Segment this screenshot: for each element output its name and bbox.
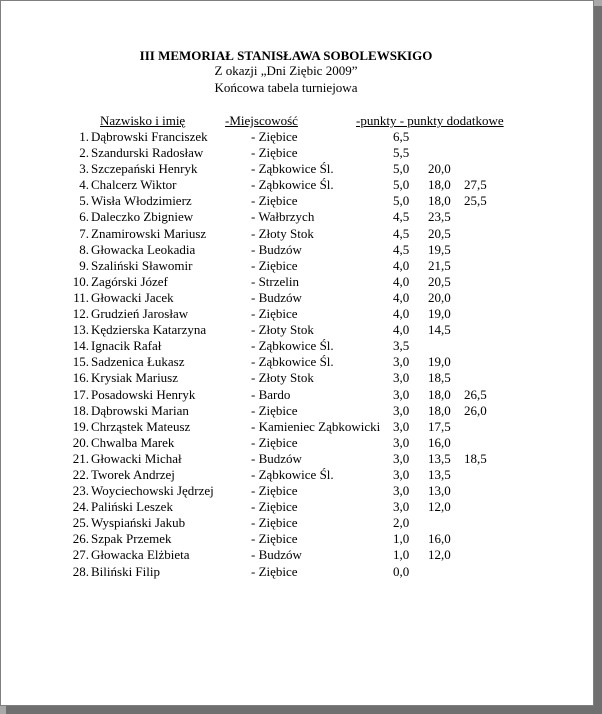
row-points: 3,0	[393, 466, 410, 482]
row-name: Biliński Filip	[91, 563, 160, 579]
row-bonus-1: 12,0	[428, 499, 451, 515]
row-number: 18.	[72, 402, 89, 418]
table-row	[1, 258, 595, 274]
row-name: Tworek Andrzej	[91, 466, 175, 482]
row-points: 1,0	[393, 531, 410, 547]
row-place: - Ziębice	[251, 402, 298, 418]
row-place: - Ząbkowice Śl.	[251, 177, 334, 193]
document-subtitle-2: Końcowa tabela turniejowa	[214, 80, 358, 95]
row-number: 12.	[72, 306, 89, 322]
row-name: Chrząstek Mateusz	[91, 418, 191, 434]
header-points: -punkty - punkty dodatkowe	[356, 113, 504, 128]
row-number: 15.	[72, 354, 89, 370]
row-name: Paliński Leszek	[91, 499, 173, 515]
row-bonus-1: 18,0	[428, 402, 451, 418]
row-number: 8.	[79, 241, 89, 257]
row-points: 4,0	[393, 257, 410, 273]
row-points: 6,5	[393, 129, 410, 144]
row-place: - Budzów	[251, 241, 302, 257]
row-name: Sadzenica Łukasz	[91, 354, 185, 370]
table-row	[1, 242, 595, 258]
row-number: 14.	[72, 338, 89, 354]
row-place: - Ziębice	[251, 531, 298, 547]
row-points: 3,0	[393, 354, 410, 370]
row-place: - Złoty Stok	[251, 370, 314, 386]
row-bonus-2: 27,5	[464, 177, 487, 193]
row-number: 21.	[72, 450, 89, 466]
table-row	[1, 290, 595, 306]
table-row	[1, 451, 595, 467]
results-table	[1, 129, 595, 580]
row-bonus-1: 13,5	[428, 450, 451, 466]
row-points: 4,0	[393, 273, 410, 289]
table-row	[1, 177, 595, 193]
row-bonus-1: 18,0	[428, 386, 451, 402]
row-points: 3,0	[393, 402, 410, 418]
row-name: Ignacik Rafał	[91, 338, 162, 354]
row-points: 3,0	[393, 418, 410, 434]
row-name: Posadowski Henryk	[91, 386, 196, 402]
row-bonus-1: 18,0	[428, 177, 451, 193]
table-row	[1, 161, 595, 177]
table-row	[1, 209, 595, 225]
row-place: - Złoty Stok	[251, 225, 314, 241]
row-place: - Ziębice	[251, 129, 298, 144]
table-row	[1, 193, 595, 209]
row-bonus-1: 20,5	[428, 225, 451, 241]
row-place: - Wałbrzych	[251, 209, 315, 225]
row-place: - Ziębice	[251, 563, 298, 579]
table-row	[1, 226, 595, 242]
table-row	[1, 547, 595, 563]
row-points: 3,0	[393, 370, 410, 386]
row-number: 22.	[72, 466, 89, 482]
row-place: - Ząbkowice Śl.	[251, 338, 334, 354]
row-name: Daleczko Zbigniew	[91, 209, 194, 225]
row-number: 5.	[79, 193, 89, 209]
row-place: - Ząbkowice Śl.	[251, 466, 334, 482]
row-points: 3,0	[393, 450, 410, 466]
row-number: 7.	[79, 225, 89, 241]
row-number: 13.	[72, 322, 89, 338]
row-points: 4,0	[393, 322, 410, 338]
row-points: 0,0	[393, 563, 410, 579]
table-row	[1, 403, 595, 419]
row-bonus-1: 13,0	[428, 483, 451, 499]
row-points: 4,5	[393, 241, 410, 257]
table-row	[1, 499, 595, 515]
row-points: 5,0	[393, 177, 410, 193]
row-bonus-1: 14,5	[428, 322, 451, 338]
table-row	[1, 306, 595, 322]
row-number: 10.	[72, 273, 89, 289]
row-number: 17.	[72, 386, 89, 402]
table-row	[1, 145, 595, 161]
table-row	[1, 354, 595, 370]
table-row	[1, 338, 595, 354]
row-place: - Ziębice	[251, 257, 298, 273]
row-bonus-1: 20,0	[428, 161, 451, 177]
row-place: - Ziębice	[251, 145, 298, 161]
row-place: - Ząbkowice Śl.	[251, 161, 334, 177]
row-name: Grudzień Jarosław	[91, 306, 189, 322]
row-name: Dąbrowski Marian	[91, 402, 189, 418]
row-number: 25.	[72, 515, 89, 531]
row-points: 4,0	[393, 306, 410, 322]
row-name: Chwalba Marek	[91, 434, 175, 450]
row-bonus-1: 23,5	[428, 209, 451, 225]
row-number: 4.	[79, 177, 89, 193]
row-place: - Ziębice	[251, 306, 298, 322]
row-number: 11.	[73, 289, 89, 305]
row-points: 3,5	[393, 338, 410, 354]
row-name: Głowacka Leokadia	[91, 241, 196, 257]
table-row	[1, 515, 595, 531]
row-number: 6.	[79, 209, 89, 225]
row-number: 16.	[72, 370, 89, 386]
row-name: Chalcerz Wiktor	[91, 177, 177, 193]
row-number: 27.	[72, 547, 89, 563]
row-name: Dąbrowski Franciszek	[91, 129, 208, 144]
table-row	[1, 387, 595, 403]
row-name: Zagórski Józef	[91, 273, 168, 289]
row-number: 9.	[79, 257, 89, 273]
row-points: 5,5	[393, 145, 410, 161]
row-bonus-2: 26,0	[464, 402, 487, 418]
row-points: 3,0	[393, 499, 410, 515]
row-place: - Bardo	[251, 386, 291, 402]
row-place: - Budzów	[251, 450, 302, 466]
row-bonus-1: 19,0	[428, 354, 451, 370]
row-bonus-1: 17,5	[428, 418, 451, 434]
row-points: 4,0	[393, 289, 410, 305]
row-name: Wyspiański Jakub	[91, 515, 186, 531]
row-name: Szandurski Radosław	[91, 145, 204, 161]
row-bonus-1: 19,0	[428, 306, 451, 322]
row-bonus-1: 16,0	[428, 531, 451, 547]
document-title: III MEMORIAŁ STANISŁAWA SOBOLEWSKIGO	[139, 48, 433, 63]
row-place: - Ziębice	[251, 434, 298, 450]
row-place: - Ziębice	[251, 193, 298, 209]
table-row	[1, 467, 595, 483]
row-points: 3,0	[393, 386, 410, 402]
row-name: Kędzierska Katarzyna	[91, 322, 207, 338]
row-number: 26.	[72, 531, 89, 547]
row-name: Głowacki Michał	[91, 450, 182, 466]
header-name: Nazwisko i imię	[100, 113, 186, 128]
page-shadow-bottom	[6, 706, 602, 714]
row-name: Szaliński Sławomir	[91, 257, 193, 273]
row-number: 3.	[79, 161, 89, 177]
row-place: - Złoty Stok	[251, 322, 314, 338]
row-place: - Ziębice	[251, 499, 298, 515]
row-points: 5,0	[393, 193, 410, 209]
row-name: Krysiak Mariusz	[91, 370, 179, 386]
row-number: 20.	[72, 434, 89, 450]
table-row	[1, 274, 595, 290]
row-number: 23.	[72, 483, 89, 499]
row-place: - Strzelin	[251, 273, 300, 289]
row-name: Głowacka Elżbieta	[91, 547, 190, 563]
row-points: 4,5	[393, 209, 410, 225]
row-bonus-1: 18,5	[428, 370, 451, 386]
row-name: Szczepański Henryk	[91, 161, 198, 177]
row-bonus-2: 18,5	[464, 450, 487, 466]
row-bonus-1: 20,5	[428, 273, 451, 289]
row-name: Znamirowski Mariusz	[91, 225, 207, 241]
row-points: 3,0	[393, 434, 410, 450]
page-shadow-right	[594, 6, 602, 714]
row-name: Szpak Przemek	[91, 531, 172, 547]
row-number: 19.	[72, 418, 89, 434]
row-name: Wisła Włodzimierz	[91, 193, 192, 209]
row-points: 3,0	[393, 483, 410, 499]
row-number: 2.	[79, 145, 89, 161]
row-place: - Ziębice	[251, 483, 298, 499]
row-place: - Budzów	[251, 547, 302, 563]
row-points: 4,5	[393, 225, 410, 241]
row-name: Głowacki Jacek	[91, 289, 174, 305]
row-place: - Ząbkowice Śl.	[251, 354, 334, 370]
row-place: - Ziębice	[251, 515, 298, 531]
table-row	[1, 129, 595, 145]
row-bonus-2: 25,5	[464, 193, 487, 209]
table-row	[1, 370, 595, 386]
row-number: 24.	[72, 499, 89, 515]
table-row	[1, 419, 595, 435]
row-bonus-1: 19,5	[428, 241, 451, 257]
table-row	[1, 531, 595, 547]
row-number: 1.	[79, 129, 89, 144]
table-row	[1, 483, 595, 499]
row-place: - Kamieniec Ząbkowicki	[251, 418, 381, 434]
table-row	[1, 435, 595, 451]
row-points: 2,0	[393, 515, 410, 531]
document-subtitle: Z okazji „Dni Ziębic 2009”	[214, 63, 358, 78]
row-bonus-2: 26,5	[464, 386, 487, 402]
header-place: -Miejscowość	[225, 113, 298, 128]
row-points: 5,0	[393, 161, 410, 177]
row-bonus-1: 20,0	[428, 289, 451, 305]
row-number: 28.	[72, 563, 89, 579]
row-points: 1,0	[393, 547, 410, 563]
row-bonus-1: 18,0	[428, 193, 451, 209]
table-row	[1, 322, 595, 338]
table-row	[1, 564, 595, 580]
row-name: Woyciechowski Jędrzej	[91, 483, 214, 499]
row-bonus-1: 21,5	[428, 257, 451, 273]
row-bonus-1: 12,0	[428, 547, 451, 563]
row-bonus-1: 13,5	[428, 466, 451, 482]
row-bonus-1: 16,0	[428, 434, 451, 450]
row-place: - Budzów	[251, 289, 302, 305]
